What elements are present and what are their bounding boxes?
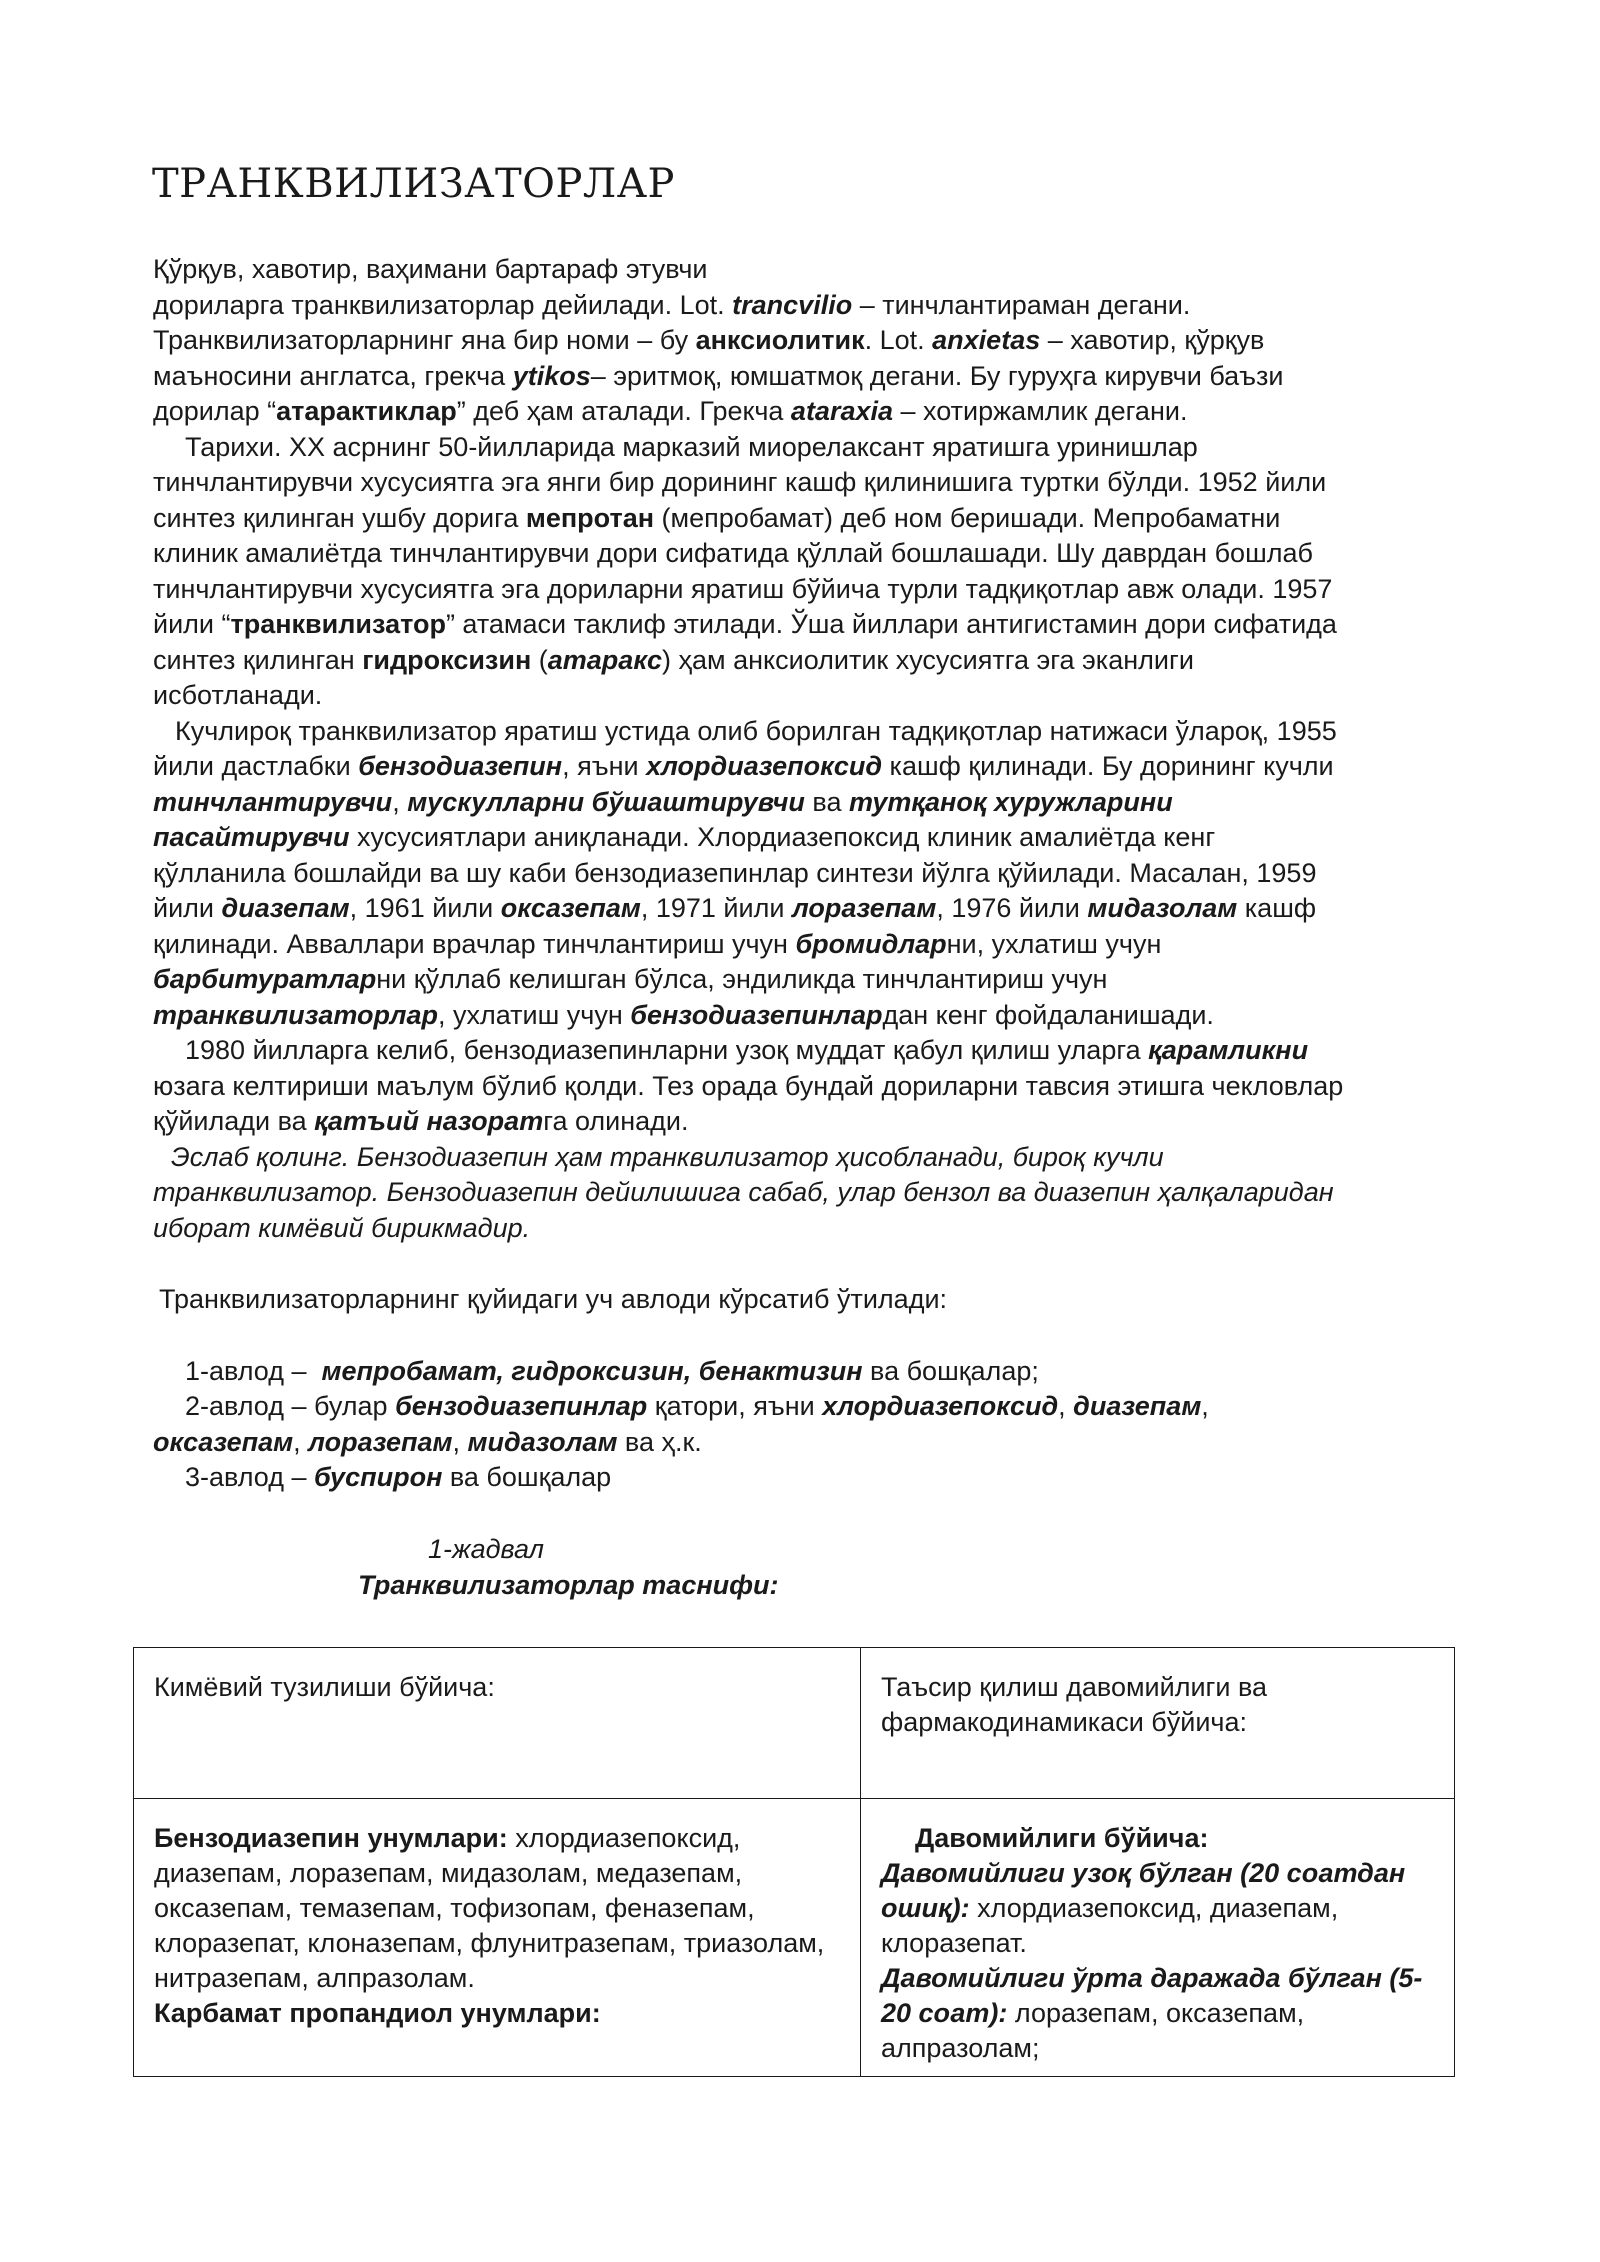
text-run: қатори, яъни	[647, 1391, 823, 1421]
text-run: га олинади.	[543, 1106, 689, 1136]
term: хлордиазепоксид	[822, 1391, 1059, 1421]
text-run: ва бошқалар;	[862, 1355, 1039, 1386]
text-line: клиник амалиётда тинчлантирувчи дори сифатида қўллай бошлашади. Шу даврдан бошлаб	[153, 538, 1313, 568]
page-title: ТРАНКВИЛИЗАТОРЛАР	[152, 161, 675, 207]
group-members: хлордиазепоксид, диазепам, лоразепам, мидазолам, медазепам, оксазепам, темазепам, тофизопам, феназепам, клоразепат, клоназепам, флунитразепам, триазолам, нитразепам, алпразолам.	[154, 1823, 825, 1993]
benzodiazepine-paragraph	[153, 714, 1538, 1034]
text-run: , 1961 йили	[349, 893, 501, 923]
text-run: ,	[1201, 1391, 1209, 1421]
text-run: дориларга транквилизаторлар дейилади. Lot.	[153, 289, 733, 320]
term: бромидлар	[795, 928, 947, 959]
text-run: 1-авлод –	[185, 1355, 322, 1386]
term: транквилизатор	[230, 609, 446, 639]
cell-duration-groups	[861, 1799, 1455, 2077]
table-number: 1-жадвал	[428, 1534, 544, 1564]
dependence-paragraph	[153, 1033, 1538, 1140]
text-run: синтез қилинган	[153, 644, 363, 675]
term: қатъий назорат	[314, 1106, 544, 1136]
group-heading: Карбамат пропандиол унумлари:	[154, 1998, 601, 2028]
term: anxietas	[932, 325, 1041, 355]
text-line: Транквилизаторларнинг қуйидаги уч авлоди кўрсатиб ўтилади:	[159, 1284, 948, 1314]
text-run: қўйилади ва	[153, 1106, 315, 1136]
text-line: Қўрқув, хавотир, ваҳимани бартараф этувчи	[153, 254, 708, 284]
header-cell-chemical	[134, 1648, 861, 1799]
term: мускулларни бўшаштирувчи	[407, 786, 805, 817]
text-line: иборат кимёвий бирикмадир.	[153, 1212, 531, 1243]
group-heading: Давомийлиги узоқ бўлган (20 соатдан ошиқ):	[881, 1858, 1406, 1923]
text-run: дан кенг фойдаланишади.	[882, 999, 1214, 1030]
text-run: кашф	[1237, 893, 1317, 923]
text-run: ва ҳ.к.	[617, 1426, 702, 1457]
text-line: Эслаб қолинг. Бензодиазепин ҳам транквилизатор ҳисобланади, бироқ кучли	[171, 1141, 1164, 1172]
term: атарактиклар	[276, 396, 457, 426]
text-line: тинчлантирувчи хусусиятга эга дориларни яратиш бўйича турли тадқиқотлар авж олади. 1957	[153, 573, 1333, 604]
text-run: ,	[1058, 1391, 1074, 1421]
text-line: қўлланила бошлайди ва шу каби бензодиазепинлар синтези йўлга қўйилади. Масалан, 1959	[153, 857, 1317, 888]
table-title: Транквилизаторлар таснифи:	[358, 1570, 779, 1600]
intro-paragraph	[153, 252, 1538, 430]
term: бензодиазепинлар	[395, 1391, 648, 1421]
text-run: синтез қилинган ушбу дорига	[153, 502, 526, 533]
term: мидазолам	[1087, 893, 1238, 923]
text-line: юзага келтириши маълум бўлиб қолди. Тез орада бундай дориларни тавсия этишга чекловлар	[153, 1070, 1344, 1101]
group-heading: Давомийлиги ўрта даражада бўлган (5-20 соат):	[881, 1963, 1423, 2028]
remember-note	[153, 1140, 1538, 1247]
group-heading: Давомийлиги бўйича:	[915, 1823, 1209, 1853]
term: диазепам	[1073, 1391, 1202, 1421]
header-cell-duration	[861, 1648, 1455, 1799]
text-run: , яъни	[562, 751, 647, 781]
term: мепротан	[525, 502, 655, 533]
document-body	[153, 252, 1538, 1496]
text-run: ,	[293, 1426, 309, 1457]
text-run: – тинчлантираман дегани.	[852, 289, 1191, 320]
text-run: – хотиржамлик дегани.	[893, 396, 1188, 426]
generations-list	[153, 1354, 1538, 1496]
text-run: – хавотир, қўрқув	[1040, 325, 1265, 355]
text-run: ва бошқалар	[442, 1462, 612, 1492]
text-run: (	[531, 644, 548, 675]
term: хлордиазепоксид	[646, 751, 883, 781]
text-run: . Lot.	[864, 325, 933, 355]
text-run: маъносини англатса, грекча	[153, 360, 513, 391]
text-run: ,	[392, 786, 408, 817]
term: қарамликни	[1148, 1035, 1309, 1065]
text-line: Кучлироқ транквилизатор яратиш устида олиб борилган тадқиқотлар натижаси ўлароқ, 1955	[175, 715, 1337, 746]
text-run: (мепробамат) деб ном беришади. Мепробаматни	[654, 502, 1281, 533]
history-paragraph	[153, 430, 1538, 714]
text-run: , 1976 йили	[936, 893, 1088, 923]
term: диазепам	[221, 893, 350, 923]
header-text: Кимёвий тузилиши бўйича:	[154, 1672, 495, 1702]
group-heading: Бензодиазепин унумлари:	[154, 1823, 508, 1853]
term: оксазепам	[500, 893, 641, 923]
text-run: 3-авлод –	[185, 1462, 315, 1492]
text-line: исботланади.	[153, 680, 323, 710]
text-line: Тарихи. XX асрнинг 50-йилларида марказий миорелаксант яратишга уринишлар	[185, 431, 1198, 462]
text-run: қилинади. Авваллари врачлар тинчлантириш учун	[153, 928, 796, 959]
text-run: – эритмоқ, юмшатмоқ дегани. Бу гуруҳга кирувчи баъзи	[590, 360, 1284, 391]
text-run: ,	[452, 1426, 468, 1457]
generations-intro	[153, 1282, 1538, 1318]
term: мидазолам	[467, 1426, 618, 1457]
term: лоразепам	[308, 1426, 453, 1457]
text-run: йили “	[153, 609, 231, 639]
term: тутқаноқ хуружларини	[848, 786, 1173, 817]
term: буспирон	[314, 1462, 443, 1492]
text-run: , 1971 йили	[640, 893, 792, 923]
term: гидроксизин	[362, 644, 532, 675]
term: оксазепам	[153, 1426, 294, 1457]
text-run: ва	[804, 786, 849, 817]
text-run: Транквилизаторларнинг яна бир номи – бу	[153, 325, 696, 355]
term: анксиолитик	[695, 325, 865, 355]
text-run: йили	[153, 893, 222, 923]
table-row	[134, 1799, 1455, 2077]
term: ytikos	[512, 360, 591, 391]
text-run: кашф қилинади. Бу дорининг кучли	[882, 751, 1334, 781]
classification-table	[133, 1647, 1455, 2077]
text-run: ” деб ҳам аталади. Грекча	[456, 396, 791, 426]
text-run: дорилар “	[153, 396, 277, 426]
header-text: Таъсир қилиш давомийлиги ва фармакодинамикаси бўйича:	[881, 1672, 1268, 1737]
term: trancvilio	[732, 289, 853, 320]
term: атаракс	[547, 644, 663, 675]
term: барбитуратлар	[153, 964, 377, 994]
term: бензодиазепинлар	[630, 999, 883, 1030]
term: ataraxia	[790, 396, 894, 426]
text-run: ни қўллаб келишган бўлса, эндиликда тинчлантириш учун	[376, 964, 1108, 994]
text-run: ) ҳам анксиолитик хусусиятга эга эканлиги	[662, 644, 1194, 675]
text-line: тинчлантирувчи хусусиятга эга янги бир дорининг кашф қилинишига туртки бўлди. 1952 йили	[153, 467, 1327, 497]
table-header-row	[134, 1648, 1455, 1799]
text-run: , ухлатиш учун	[437, 999, 631, 1030]
cell-chemical-groups	[134, 1799, 861, 2077]
text-run: хусусиятлари аниқланади. Хлордиазепоксид клиник амалиётда кенг	[349, 822, 1216, 852]
text-run: ” атамаси таклиф этилади. Ўша йиллари антигистамин дори сифатида	[445, 609, 1337, 639]
text-run: ни, ухлатиш учун	[946, 928, 1162, 959]
text-line: транквилизатор. Бензодиазепин дейилишига сабаб, улар бензол ва диазепин ҳалқаларидан	[153, 1177, 1334, 1207]
term: бензодиазепин	[358, 751, 563, 781]
term: тинчлантирувчи	[153, 786, 393, 817]
term: пасайтирувчи	[153, 822, 350, 852]
group-members: хлордиазепоксид, диазепам, клоразепат.	[881, 1893, 1339, 1958]
term: лоразепам	[791, 893, 937, 923]
group-members: лоразепам, оксазепам, алпразолам;	[881, 1998, 1305, 2063]
text-run: 2-авлод – булар	[185, 1391, 396, 1421]
term: мепробамат, гидроксизин, бенактизин	[321, 1355, 863, 1386]
text-run: 1980 йилларга келиб, бензодиазепинларни узоқ муддат қабул қилиш уларга	[185, 1035, 1149, 1065]
term: транквилизаторлар	[153, 999, 438, 1030]
text-run: йили дастлабки	[153, 751, 359, 781]
